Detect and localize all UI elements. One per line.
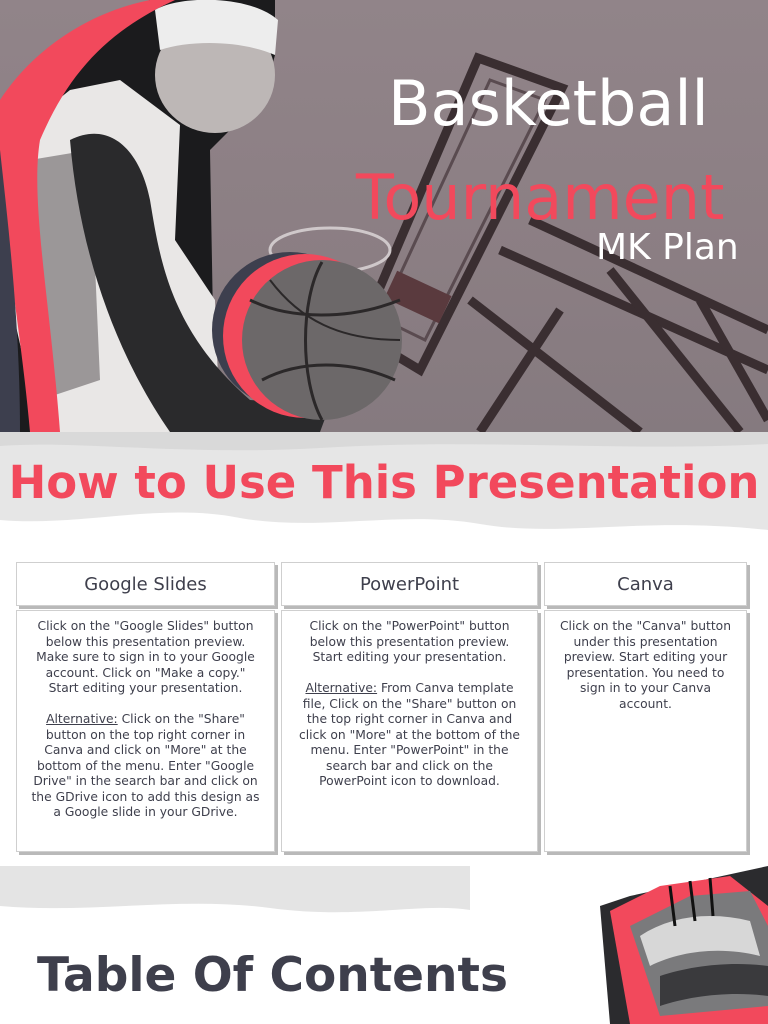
powerpoint-alt-text xyxy=(294,681,525,790)
powerpoint-alt-body: From Canva template file, Click on the "Share" button on the top right corner in Canva and click on "More" at the bottom of the menu. Enter "PowerPoint" in the search bar and click on the PowerPoint icon to download. xyxy=(299,681,520,788)
powerpoint-instructions xyxy=(281,610,538,852)
torn-paper-strip xyxy=(0,866,470,928)
powerpoint-label: PowerPoint xyxy=(359,573,460,595)
canva-text: Click on the "Canva" button under this presentation preview. Start editing your presentation. You need to sign in to your Canva account. xyxy=(559,619,732,711)
google-slides-instructions xyxy=(16,610,275,852)
google-slides-text: Click on the "Google Slides" button below this presentation preview. Make sure to sign in to your Google account. Click on "Make a copy." Start editing your presentation. xyxy=(36,619,255,695)
google-slides-alt-body: Click on the "Share" button on the top right corner in Canva and click on "More" at the bottom of the menu. Enter "Google Drive" in the search bar and click on the GDrive icon to add this design as a Google slide in your GDrive. xyxy=(31,712,260,819)
hero-title: Basketball xyxy=(388,67,709,140)
google-slides-header xyxy=(16,562,275,606)
hero-banner xyxy=(0,0,768,432)
sneakers-graphic xyxy=(600,866,768,1024)
google-slides-alt-text xyxy=(29,712,262,821)
canva-label: Canva xyxy=(617,573,674,595)
powerpoint-header xyxy=(281,562,538,606)
sneakers-photo xyxy=(600,866,768,1024)
powerpoint-text: Click on the "PowerPoint" button below this presentation preview. Start editing your presentation. xyxy=(309,619,510,664)
canva-instructions xyxy=(544,610,747,852)
table-of-contents-title: Table Of Contents xyxy=(37,948,508,1003)
google-slides-label: Google Slides xyxy=(84,573,207,595)
hero-subtitle: Tournament xyxy=(356,161,725,234)
hero-plan-label: MK Plan xyxy=(596,227,739,268)
alternative-label: Alternative: xyxy=(46,712,118,726)
alternative-label: Alternative: xyxy=(305,681,378,695)
how-to-heading: How to Use This Presentation xyxy=(8,456,760,509)
canva-header xyxy=(544,562,747,606)
torn-paper-texture xyxy=(0,866,470,928)
